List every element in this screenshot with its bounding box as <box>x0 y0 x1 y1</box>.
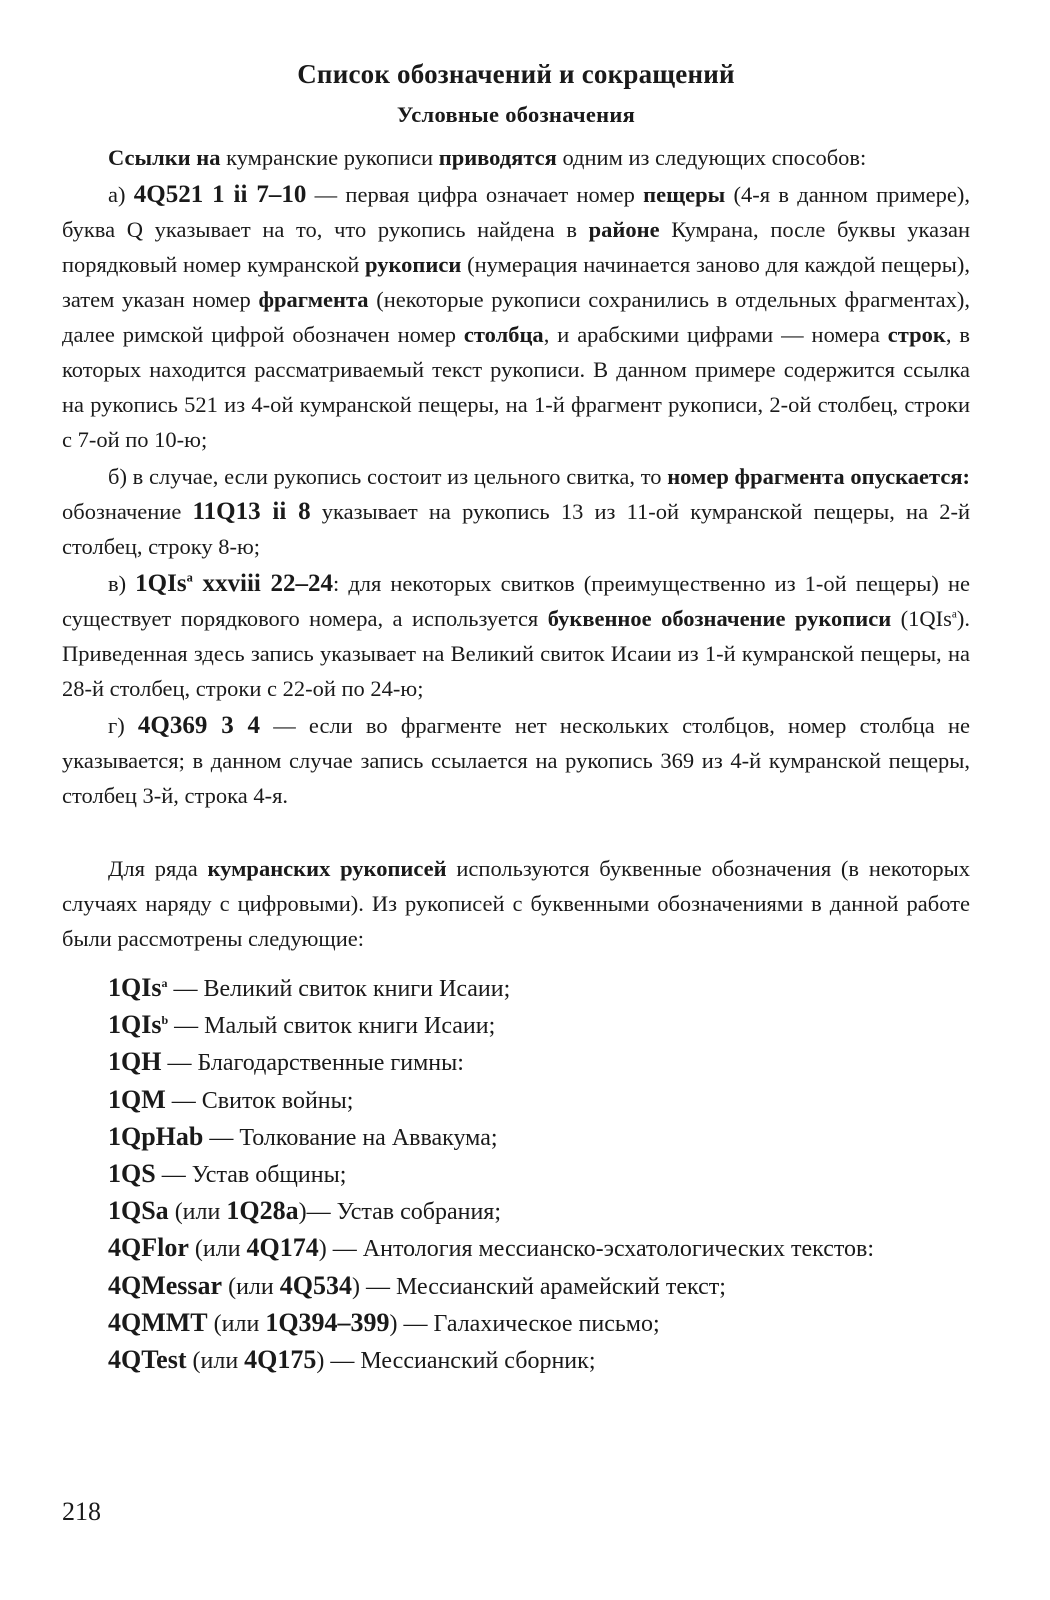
item-b-text-2: обозначение <box>62 499 193 524</box>
abbreviation-alt-siglum: 4Q534 <box>279 1270 352 1300</box>
item-a-code: 4Q521 1 ii 7–10 <box>133 181 307 208</box>
item-g-code: 4Q369 3 4 <box>137 712 261 739</box>
abbreviation-item <box>108 970 970 1007</box>
abbreviation-siglum: 4QFlor <box>108 1233 189 1263</box>
abbreviation-paren-open: (или <box>168 1199 227 1226</box>
abbreviation-item <box>108 1119 970 1156</box>
intro-text-1: кумранские рукописи <box>220 145 439 170</box>
abbreviation-item <box>108 1342 970 1379</box>
item-a-bold-6: строк <box>887 322 946 347</box>
abbreviation-description: — Благодарственные гимны: <box>161 1050 464 1077</box>
abbreviation-item <box>108 1044 970 1081</box>
abbreviation-description: — Устав собрания; <box>306 1199 502 1226</box>
abbreviation-description: — Галахическое письмо; <box>397 1310 660 1337</box>
abbreviation-description: — Малый свиток книги Исаии; <box>168 1013 496 1040</box>
abbreviation-siglum: 4QTest <box>108 1345 187 1375</box>
intro-bold-2: приводятся <box>438 145 557 170</box>
abbreviation-item <box>108 1082 970 1119</box>
item-v-paragraph <box>62 566 970 706</box>
abbreviation-paren-open: (или <box>188 1236 247 1263</box>
item-b-code: 11Q13 ii 8 <box>192 498 311 525</box>
item-v-text-2: (1QIs <box>891 606 952 631</box>
item-v-text-sup: a <box>951 608 957 621</box>
section-subtitle: Условные обозначения <box>396 102 636 127</box>
abbreviation-description: — Мессианский арамейский текст; <box>359 1273 726 1300</box>
abbreviation-description: — Устав общины; <box>155 1162 347 1189</box>
item-v-text-3: ). Приведенная здесь запись указывает на Великий свиток Исаии из 1-й кумранской пещеры, на 28-й столбец, строки с 22-ой по 24-ю; <box>62 606 970 701</box>
item-a-text-3: Кумрана, после буквы указан порядковый номер кумранской <box>62 217 970 277</box>
abbreviation-siglum: 1QH <box>108 1047 162 1077</box>
abbreviation-paren-close: ) <box>351 1273 360 1300</box>
abbreviation-item <box>108 1156 970 1193</box>
item-a-bold-5: столбца <box>463 322 544 347</box>
abbreviation-item <box>108 1230 970 1267</box>
abbreviation-alt-siglum: 1Q28a <box>226 1196 299 1226</box>
item-v-code-main: 1QIs <box>135 570 187 597</box>
letters-intro-paragraph <box>62 851 970 956</box>
item-a-text-6: , и арабскими цифрами — номера <box>543 322 888 347</box>
abbreviation-paren-open: (или <box>207 1310 266 1337</box>
abbreviation-alt-siglum: 4Q174 <box>246 1233 319 1263</box>
abbreviation-siglum: 1QIs <box>108 1010 162 1040</box>
item-a-text-7: , в которых находится рассматриваемый текст рукописи. В данном примере содержится ссылка на рукопись 521 из 4-ой кумранской пещеры, на 1-й фрагмент рукописи, 2-ой столбец, строки с 7-ой по 10-ю; <box>62 322 971 452</box>
abbreviation-siglum: 1QS <box>108 1159 156 1189</box>
item-b-bold-1: номер фрагмента опускается: <box>667 464 970 489</box>
item-v-text-1: : для некоторых свитков (преимущественно из 1-ой пещеры) не существует порядкового номера, а используется <box>62 571 970 631</box>
item-v-marker: в) <box>108 571 136 596</box>
document-page <box>62 56 970 1379</box>
item-v-code-sup: a <box>186 570 193 585</box>
abbreviation-list <box>62 970 970 1379</box>
item-a-bold-3: рукописи <box>365 252 462 277</box>
abbreviation-siglum: 1QIs <box>108 973 162 1002</box>
item-g-marker: г) <box>108 713 138 738</box>
intro-bold-1: Ссылки на <box>108 145 221 170</box>
item-a-paragraph <box>62 177 970 457</box>
abbreviation-siglum: 1QM <box>108 1084 166 1114</box>
abbreviation-description: — Толкование на Аввакума; <box>203 1124 498 1151</box>
abbreviation-paren-close: ) <box>298 1199 307 1226</box>
abbreviation-paren-open: (или <box>222 1273 280 1300</box>
item-a-bold-4: фрагмента <box>258 287 369 312</box>
abbreviation-siglum: 1QpHab <box>108 1121 204 1151</box>
abbreviation-sup: a <box>161 976 168 990</box>
intro-text-2: одним из следующих способов: <box>556 145 867 170</box>
item-g-text-1: — если во фрагменте нет нескольких столбцов, номер столбца не указывается; в данном случае запись ссылается на рукопись 369 из 4-й кумранской пещеры, столбец 3-й, строка 4-я. <box>62 713 970 808</box>
letters-intro-text-2: используются буквенные обозначения (в некоторых случаях наряду с цифровыми). Из рукописей с буквенными обозначениями в данной работе были рассмотрены следующие: <box>62 856 970 951</box>
page-number: 218 <box>62 1497 101 1526</box>
abbreviation-item <box>108 1007 970 1044</box>
abbreviation-alt-siglum: 1Q394–399 <box>265 1307 390 1337</box>
item-a-bold-2: районе <box>588 217 660 242</box>
item-v-bold-1: буквенное обозначение рукописи <box>547 606 892 631</box>
item-a-text-2: (4-я в данном примере), буква Q указывает на то, что рукопись найдена в <box>62 182 971 242</box>
page-title: Список обозначений и сокращений <box>297 59 735 89</box>
item-v-code <box>135 570 333 597</box>
item-g-paragraph <box>62 708 970 813</box>
abbreviation-alt-siglum: 4Q175 <box>244 1345 317 1375</box>
abbreviation-description: — Великий свиток книги Исаии; <box>167 976 511 1002</box>
item-a-text-5: (некоторые рукописи сохранились в отдельных фрагментах), далее римской цифрой обозначен номер <box>62 287 970 347</box>
abbreviation-siglum: 1QSa <box>108 1196 169 1226</box>
abbreviation-paren-close: ) <box>318 1236 327 1263</box>
abbreviation-item <box>108 1305 970 1342</box>
abbreviation-sup: b <box>161 1013 169 1028</box>
intro-paragraph <box>62 140 970 175</box>
abbreviation-description: — Мессианский сборник; <box>324 1348 596 1375</box>
abbreviation-description: — Антология мессианско-эсхатологических текстов: <box>326 1236 875 1263</box>
item-b-text-3: указывает на рукопись 13 из 11-ой кумранской пещеры, на 2-й столбец, строку 8-ю; <box>62 499 971 559</box>
abbreviation-paren-close: ) <box>316 1348 325 1375</box>
item-a-text-4: (нумерация начинается заново для каждой пещеры), затем указан номер <box>62 252 970 312</box>
abbreviation-paren-close: ) <box>389 1310 398 1337</box>
abbreviation-description: — Свиток войны; <box>165 1087 354 1114</box>
item-a-marker: а) <box>108 182 134 207</box>
item-v-code-rest: xxviii 22–24 <box>192 570 334 597</box>
abbreviation-item <box>108 1268 970 1305</box>
abbreviation-siglum: 4QMessar <box>108 1270 223 1300</box>
letters-intro-bold-1: кумранских рукописей <box>207 856 447 881</box>
abbreviation-paren-open: (или <box>186 1348 245 1375</box>
abbreviation-siglum: 4QMMT <box>108 1307 208 1337</box>
item-b-paragraph <box>62 459 970 564</box>
item-a-bold-1: пещеры <box>643 182 726 207</box>
abbreviation-item <box>108 1193 970 1230</box>
item-b-text-1: б) в случае, если рукопись состоит из цельного свитка, то <box>108 464 668 489</box>
item-a-text-1: — первая цифра означает номер <box>306 182 644 207</box>
letters-intro-text-1: Для ряда <box>108 856 208 881</box>
